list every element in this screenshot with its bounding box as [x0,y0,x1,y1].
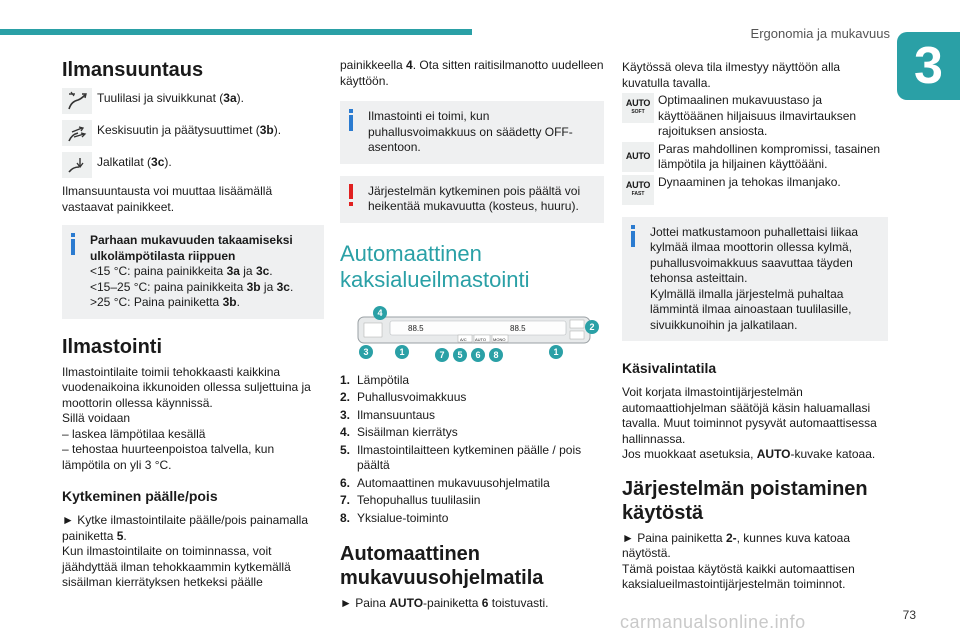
auto-icon: AUTO [622,142,654,172]
list-item: 7. Tehopuhallus tuulilasiin [340,493,481,507]
info-icon [348,109,354,131]
column-2: painikkeella 4. Ota sitten raitisilmanotto uudelleen käyttöön. Ilmastointi ei toimi, kun puhallusvoimakkuus on säädetty OFF-asentoon. Järjestelmän kytkeminen pois päältä voi heikentää mukavuutta (kosteus, huuru). Automaattinen kaksialueilmastointi 88.5 88.5 A/C AUTO MONO 4 3 1 7 5 6 8 1 2 1. Lämpötila 2. Puhallusvoimakkuus 3. Ilmansuuntaus 4. Sisäilman kierrätys 5. Ilmastointilaitteen kytkeminen päälle / pois päältä 6. Automaattinen mukavuusohjelmatila 7. Tehopuhallus tuulilasiin 8. Yksialue-toiminto Automaattinen mukavuusohjelmatila ► Paina AUTO-painiketta 6 toistuvasti. [340,58,604,610]
callout-1b: 1 [553,346,559,357]
button-mono: MONO [493,336,506,342]
mode-row: AUTO SOFT Optimaalinen mukavuustaso ja käyttöäänen hiljaisuus ilmavirtauksen rajoituksen ansiosta. [622,93,888,140]
info-icon [70,233,76,255]
warning-note: Järjestelmän kytkeminen pois päältä voi heikentää mukavuutta (kosteus, huuru). [340,176,604,223]
display-left: 88.5 [408,323,424,333]
chapter-title: Ergonomia ja mukavuus [750,26,890,41]
callout-4: 4 [377,307,383,318]
list-item: 8. Yksialue-toiminto [340,510,449,525]
heading-airflow: Ilmansuuntaus [62,59,204,81]
heading-disable: Järjestelmän poistaminen käytöstä [622,477,868,524]
climate-text: Ilmastointilaite toimii tehokkaasti kaikkina vuodenaikoina ikkunoiden ollessa suljettuina ja moottorin ollessa käynnissä. [62,364,311,410]
heading-onoff: Kytkeminen päälle/pois [62,488,218,504]
center-rear-vents-icon [62,120,92,146]
callout-7: 7 [439,349,445,360]
list-item: 5. Ilmastointilaitteen kytkeminen päälle / pois päältä [340,442,582,472]
callout-6: 6 [475,349,481,360]
airflow-item: Jalkatilat (3c). [62,152,324,178]
airflow-item: Tuulilasi ja sivuikkunat (3a). [62,88,324,114]
heading-comfort-program: Automaattinen mukavuusohjelmatila [340,543,544,589]
page-number: 73 [902,608,916,622]
info-note: Jottei matkustamoon puhallettaisi liikaa kylmää ilmaa moottorin ollessa kylmä, puhallusvoimakkuus saavuttaa täyden tehonsa asteittain. Kylmällä ilmalla järjestelmä puhaltaa lämmintä ilmaa ainoastaan tuulilasille, sivuikkunoihin ja jalkatilaan. [622,217,888,342]
column-3: Käytössä oleva tila ilmestyy näyttöön alla kuvatulla tavalla. AUTO SOFT Optimaalinen mukavuustaso ja käyttöäänen hiljaisuus ilmavirtauksen rajoituksen ansiosta. AUTO Paras mahdollinen kompromissi, tasainen lämpötila ja hiljainen käyttöääni. AUTO FAST Dynaaminen ja tehokas ilmanjako. Jottei matkustamoon puhallettaisi liikaa kylmää ilmaa moottorin ollessa kylmä, puhallusvoimakkuus saavuttaa täyden tehonsa asteittain. Kylmällä ilmalla järjestelmä puhaltaa lämmintä ilmaa ainoastaan tuulilasille, sivuikkunoihin ja jalkatilaan. Käsivalintatila Voit korjata ilmastointijärjestelmän automaattiohjelman säätöjä käsin haluamallasi tavalla. Muut toiminnot pysyvät automaattisessa hallinnassa. Jos muokkaat asetuksia, AUTO-kuvake katoaa. Järjestelmän poistaminen käytöstä ► Paina painiketta 2-, kunnes kuva katoaa näytöstä. Tämä poistaa käytöstä kaikki automaattisen kaksialueilmastointijärjestelmän toiminnot. [622,60,888,593]
heading-manual: Käsivalintatila [622,360,717,376]
callout-2: 2 [589,321,595,332]
mode-row: AUTO Paras mahdollinen kompromissi, tasainen lämpötila ja hiljainen käyttöääni. [622,142,888,173]
display-right: 88.5 [510,323,526,333]
watermark: carmanualsonline.info [620,612,806,632]
list-item: 1. Lämpötila [340,372,410,387]
info-note: Parhaan mukavuuden takaamiseksi ulkolämpötilasta riippuen <15 °C: paina painikkeita 3a ja 3c. <15–25 °C: paina painikkeita 3b ja 3c. >25 °C: Paina painiketta 3b. [62,225,324,319]
auto-soft-icon: AUTO SOFT [622,93,654,123]
control-panel-diagram [350,305,600,363]
callout-5: 5 [457,349,463,360]
callout-8: 8 [493,349,499,360]
callout-3: 3 [363,346,369,357]
windshield-side-vents-icon [62,88,92,114]
column-1: Ilmansuuntaus Tuulilasi ja sivuikkunat (3a). Keskisuutin ja päätysuuttimet (3b). Jalkatilat (3c). Ilmansuuntausta voi muuttaa lisäämällä vastaavat painikkeet. Parhaan mukavuuden takaamiseksi ulkolämpötilasta riippuen <15 °C: paina painikkeita 3a ja 3c. <15–25 °C: paina painikkeita 3b ja 3c. >25 °C: Paina painiketta 3b. Ilmastointi Ilmastointilaite toimii tehokkaasti kaikkina vuodenaikoina ikkunoiden ollessa suljettuina ja moottorin ollessa käynnissä. Sillä voidaan – laskea lämpötilaa kesällä – tehostaa huurteenpoistoa talvella, kun lämpötila on yli 3 °C. Kytkeminen päälle/pois ► Kytke ilmastointilaite päälle/pois painamalla painiketta 5. Kun ilmastointilaite on toiminnassa, voit jäähdyttää ilman tehokkaammin kytkemällä sisäilman kierrätyksen hetkeksi päälle [62,58,324,591]
button-ac: A/C [460,336,467,342]
info-note: Ilmastointi ei toimi, kun puhallusvoimakkuus on säädetty OFF-asentoon. [340,101,604,164]
airflow-item: Keskisuutin ja päätysuuttimet (3b). [62,120,324,146]
header-accent-bar [0,29,472,35]
airflow-text: Ilmansuuntausta voi muuttaa lisäämällä vastaavat painikkeet. [62,184,273,214]
heading-climate: Ilmastointi [62,335,163,358]
button-auto: AUTO [475,336,487,342]
info-icon [630,225,636,247]
warning-icon [348,184,354,206]
auto-fast-icon: AUTO FAST [622,175,654,205]
heading-dual-zone: Automaattinen kaksialueilmastointi [340,240,530,292]
mode-row: AUTO FAST Dynaaminen ja tehokas ilmanjako. [622,175,888,205]
footwell-icon [62,152,92,178]
callout-1: 1 [399,346,405,357]
list-item: 3. Ilmansuuntaus [340,407,436,422]
legend-list [340,373,604,527]
list-item: 2. Puhallusvoimakkuus [340,390,467,404]
list-item: 6. Automaattinen mukavuusohjelmatila [340,475,550,490]
chapter-number-tab: 3 [897,32,960,100]
list-item: 4. Sisäilman kierrätys [340,425,458,439]
